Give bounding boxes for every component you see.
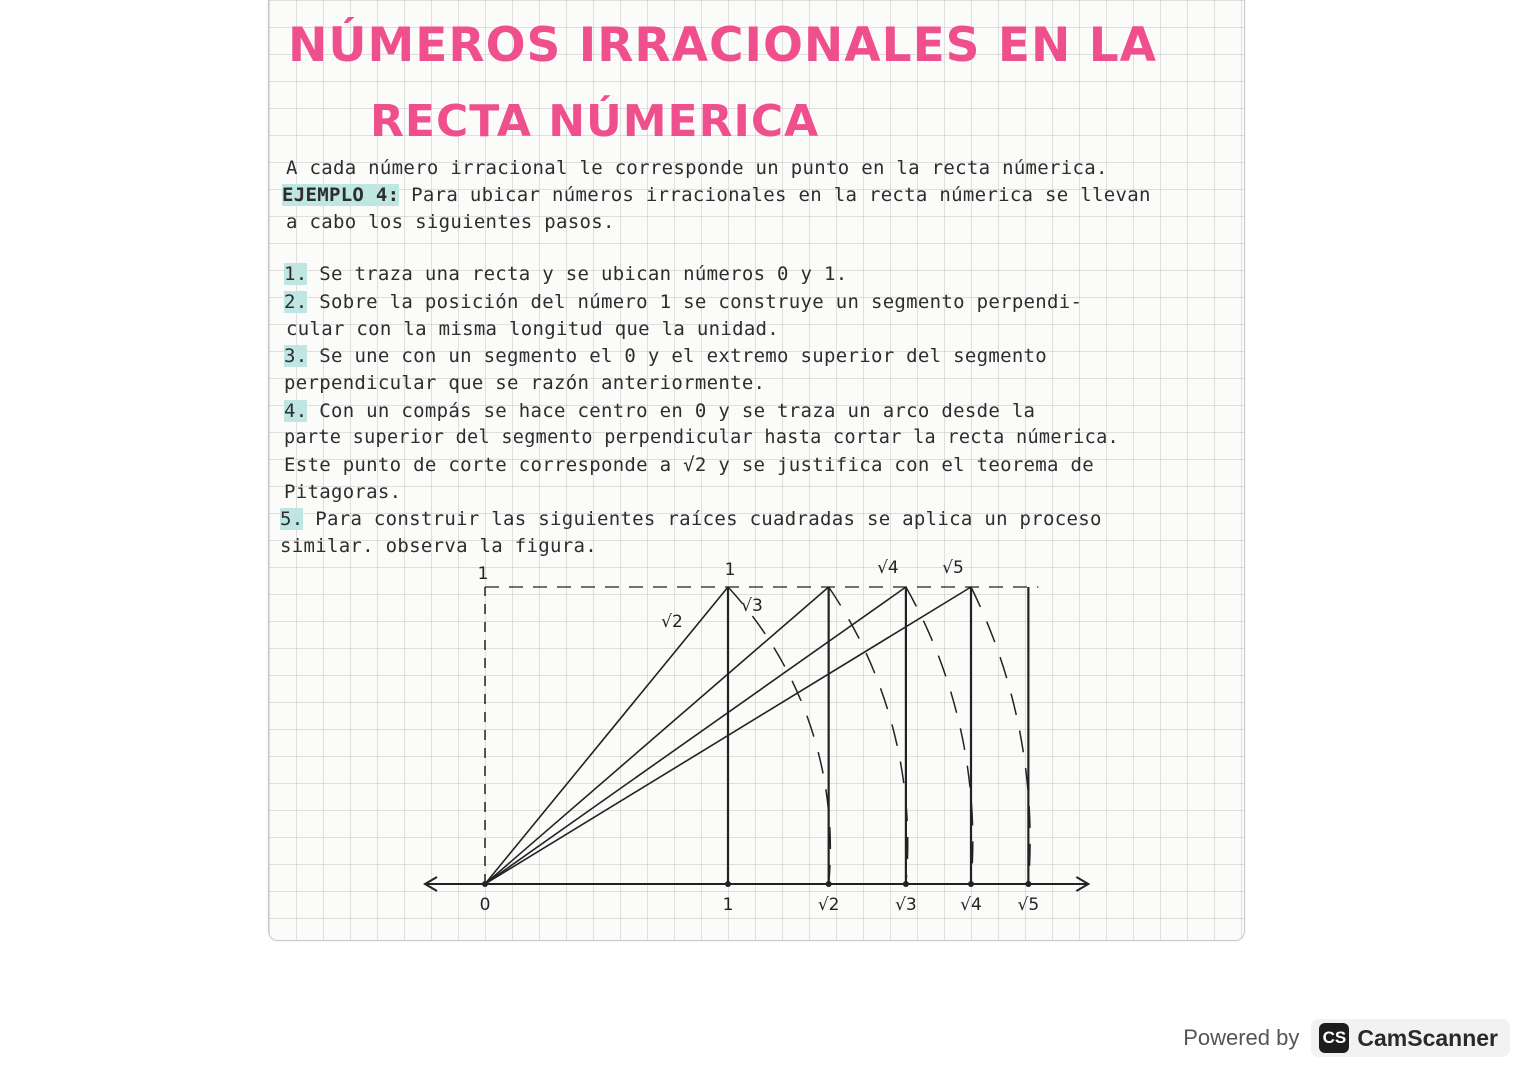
axis-label: √3 xyxy=(895,895,917,915)
axis-label: √4 xyxy=(960,895,982,915)
intro-line-3: a cabo los siguientes pasos. xyxy=(286,211,615,233)
compass-arc xyxy=(971,587,1030,884)
step-1-number: 1. xyxy=(284,263,308,285)
axis-label: √5 xyxy=(1017,895,1040,915)
intro-line-2-text: Para ubicar números irracionales en la recta númerica se llevan xyxy=(399,184,1151,206)
step-3-number: 3. xyxy=(284,345,308,367)
camscanner-name: CamScanner xyxy=(1357,1024,1498,1051)
camscanner-watermark xyxy=(1183,1016,1510,1060)
top-label: 1 xyxy=(724,560,736,580)
hypotenuse-segment xyxy=(485,587,829,884)
title-line-1: NÚMEROS IRRACIONALES EN LA xyxy=(288,18,1158,73)
compass-arc xyxy=(829,587,908,884)
step-3-line-2: perpendicular que se razón anteriormente. xyxy=(284,372,766,394)
powered-by-text: Powered by xyxy=(1183,1025,1300,1050)
axis-label: 0 xyxy=(479,895,491,915)
axis-label: 1 xyxy=(722,895,734,915)
step-4-line-4: Pitagoras. xyxy=(284,481,402,503)
camscanner-badge xyxy=(1311,1019,1510,1057)
step-2-text: Sobre la posición del número 1 se construye un segmento perpendi- xyxy=(307,291,1083,313)
axis-tick-dot xyxy=(826,881,832,887)
axis-tick-dot xyxy=(482,881,488,887)
axis-label: √2 xyxy=(817,895,840,915)
hypotenuse-label: √2 xyxy=(661,612,683,632)
top-label: √4 xyxy=(877,558,899,578)
top-label: √5 xyxy=(942,558,964,578)
hypotenuse-segment xyxy=(485,587,906,884)
step-3-text: Se une con un segmento el 0 y el extremo superior del segmento xyxy=(307,345,1048,367)
step-4-text: Con un compás se hace centro en 0 y se traza un arco desde la xyxy=(307,400,1036,422)
camscanner-logo-icon: CS xyxy=(1319,1023,1349,1053)
step-2-line-2: cular con la misma longitud que la unidad. xyxy=(286,318,780,340)
compass-arc xyxy=(728,587,830,884)
example-label: EJEMPLO 4: xyxy=(282,184,400,206)
step-5-number: 5. xyxy=(280,508,304,530)
title-line-2: RECTA NÚMERICA xyxy=(370,96,820,147)
step-4-line-3: Este punto de corte corresponde a √2 y se justifica con el teorema de xyxy=(284,454,1094,476)
axis-tick-dot xyxy=(968,881,974,887)
hypotenuse-segment xyxy=(485,587,728,884)
step-2-number: 2. xyxy=(284,291,308,313)
step-1-text: Se traza una recta y se ubican números 0 y 1. xyxy=(307,263,848,285)
step-5-line-2: similar. observa la figura. xyxy=(280,535,597,557)
axis-tick-dot xyxy=(903,881,909,887)
hypotenuse-label: √3 xyxy=(741,596,763,616)
intro-line-1: A cada número irracional le corresponde un punto en la recta númerica. xyxy=(286,157,1108,179)
axis-tick-dot xyxy=(1025,881,1031,887)
step-5-text: Para construir las siguientes raíces cuadradas se aplica un proceso xyxy=(303,508,1102,530)
step-4-number: 4. xyxy=(284,400,308,422)
compass-arc xyxy=(906,587,973,884)
unit-height-label: 1 xyxy=(477,564,489,584)
axis-tick-dot xyxy=(725,881,731,887)
step-4-line-2: parte superior del segmento perpendicular hasta cortar la recta númerica. xyxy=(284,427,1119,448)
